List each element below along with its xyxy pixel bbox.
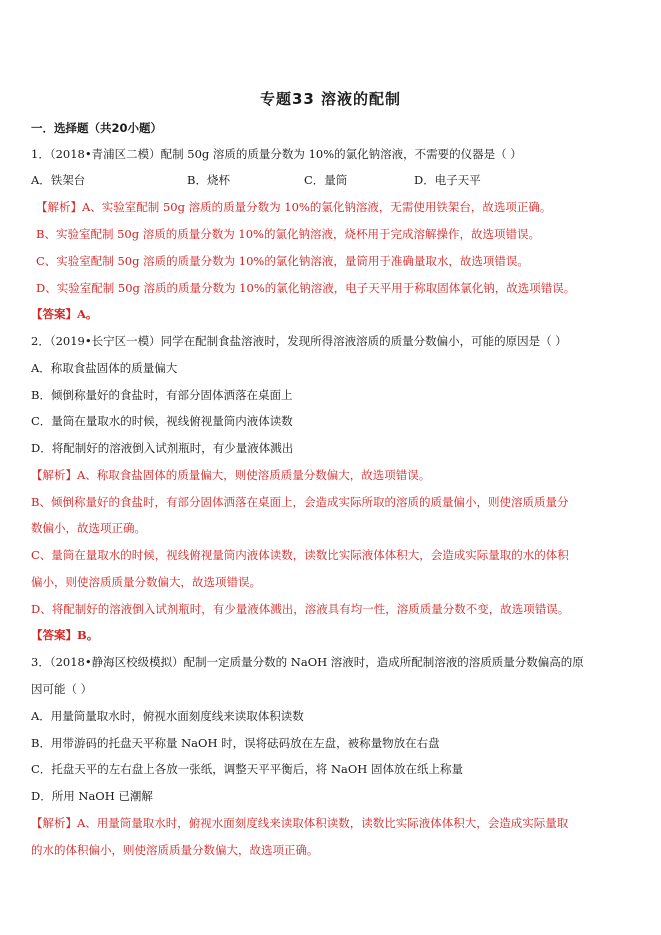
q2-analysis-b-line2: 数偏小，故选项正确。	[31, 521, 146, 535]
page-title: 专题33 溶液的配制	[259, 90, 402, 108]
q1-analysis-d: D、实验室配制 50g 溶质的质量分数为 10%的氯化钠溶液，电子天平用于称取固体氯化钠，故选项错误。	[36, 281, 576, 295]
q3-option-b: B．用带游码的托盘天平称量 NaOH 时，误将砝码放在左盘，被称量物放在右盘	[31, 736, 440, 750]
q3-option-d: D．所用 NaOH 已潮解	[31, 789, 153, 803]
q1-option-b: B．烧杯	[187, 173, 230, 187]
q1-options	[31, 172, 631, 188]
q2-stem: 2．（2019•长宁区一模）同学在配制食盐溶液时，发现所得溶液溶质的质量分数偏小，可能的原因是（ ）	[31, 334, 567, 348]
q1-analysis-c: C、实验室配制 50g 溶质的质量分数为 10%的氯化钠溶液，量筒用于准确量取水，故选项错误。	[36, 254, 529, 268]
q2-option-a: A．称取食盐固体的质量偏大	[31, 361, 178, 375]
q3-option-a: A．用量筒量取水时，俯视水面刻度线来读取体积读数	[31, 709, 304, 723]
q2-option-d: D．将配制好的溶液倒入试剂瓶时，有少量液体溅出	[31, 441, 294, 455]
q3-stem-line2: 因可能（ ）	[31, 682, 93, 696]
q2-analysis-a: 【解析】A、称取食盐固体的质量偏大，则使溶质质量分数偏大，故选项错误。	[31, 468, 431, 482]
q2-option-c: C．量筒在量取水的时候，视线俯视量筒内液体读数	[31, 414, 293, 428]
q2-option-b: B．倾倒称量好的食盐时，有部分固体洒落在桌面上	[31, 388, 293, 402]
q2-analysis-b-line1: B、倾倒称量好的食盐时，有部分固体洒落在桌面上，会造成实际所取的溶质的质量偏小，则使溶质质量分	[31, 495, 569, 509]
q3-option-c: C．托盘天平的左右盘上各放一张纸，调整天平平衡后，将 NaOH 固体放在纸上称量	[31, 762, 463, 776]
q1-analysis-a: 【解析】A、实验室配制 50g 溶质的质量分数为 10%的氯化钠溶液，无需使用铁架台，故选项正确。	[36, 200, 552, 214]
q2-analysis-c-line1: C、量筒在量取水的时候，视线俯视量筒内液体读数，读数比实际液体体积大，会造成实际量取的水的体积	[31, 548, 569, 562]
q3-analysis-line2: 的水的体积偏小，则使溶质质量分数偏大，故选项正确。	[31, 843, 319, 857]
q2-answer: 【答案】B。	[31, 628, 99, 642]
q1-stem: 1．（2018•青浦区二模）配制 50g 溶质的质量分数为 10%的氯化钠溶液，不需要的仪器是（ ）	[31, 147, 522, 161]
q1-option-d: D．电子天平	[414, 173, 481, 187]
q3-stem-line1: 3．（2018•静海区校级模拟）配制一定质量分数的 NaOH 溶液时，造成所配制溶液的溶质质量分数偏高的原	[31, 655, 584, 669]
q3-analysis-line1: 【解析】A、用量筒量取水时，俯视水面刻度线来读取体积读数，读数比实际液体体积大，会造成实际量取	[31, 816, 569, 830]
q1-answer: 【答案】A。	[31, 307, 98, 321]
q1-analysis-b: B、实验室配制 50g 溶质的质量分数为 10%的氯化钠溶液，烧杯用于完成溶解操作，故选项错误。	[36, 227, 540, 241]
q1-option-c: C．量筒	[304, 173, 348, 187]
q1-option-a: A．铁架台	[31, 173, 86, 187]
q2-analysis-c-line2: 偏小，则使溶质质量分数偏大，故选项错误。	[31, 575, 261, 589]
section-heading: 一．选择题（共20小题）	[31, 121, 163, 135]
q2-analysis-d: D、将配制好的溶液倒入试剂瓶时，有少量液体溅出，溶液具有均一性，溶质质量分数不变，故选项错误。	[31, 602, 570, 616]
